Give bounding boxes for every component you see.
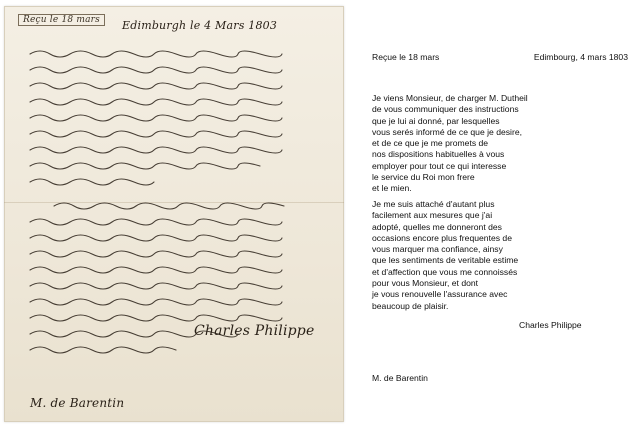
received-note: Reçue le 18 mars [372, 52, 440, 62]
manuscript-received-note: Reçu le 18 mars [18, 14, 105, 26]
handwriting-line [30, 131, 282, 137]
signature: Charles Philippe [519, 320, 582, 330]
letter-date: Edimbourg, 4 mars 1803 [533, 52, 628, 62]
handwriting-line [30, 163, 260, 169]
text-line: et d'affection que vous me connoissés [372, 266, 518, 277]
text-line: nos dispositions habituelles à vous [372, 149, 505, 160]
handwriting-line [30, 51, 282, 57]
text-line: et de ce que je me promets de [372, 138, 489, 149]
text-line: Je me suis attaché d'autant plus [372, 199, 495, 209]
handwriting-line [30, 115, 282, 121]
text-line: Je viens Monsieur, de charger M. Dutheil [372, 93, 528, 103]
manuscript-address: M. de Barentin [30, 396, 125, 410]
manuscript-signature: Charles Philippe [194, 323, 315, 339]
text-line: de vous communiquer des instructions [372, 104, 519, 115]
paragraph-2 [372, 199, 624, 312]
text-line: facilement aux mesures que j'ai [372, 210, 493, 221]
handwriting-line [30, 83, 282, 89]
text-line: je vous renouvelle l'assurance avec [372, 289, 508, 300]
text-line: adopté, quelles me donneront des [372, 221, 502, 232]
handwriting-line [30, 179, 154, 185]
handwriting-line [54, 203, 284, 209]
text-line: occasions encore plus frequentes de [372, 232, 512, 243]
text-line: beaucoup de plaisir. [372, 300, 449, 311]
handwriting-strokes [4, 6, 344, 422]
handwriting-line [30, 67, 282, 73]
transcription [356, 0, 630, 427]
handwriting-line [30, 147, 282, 153]
manuscript-date: Edimburgh le 4 Mars 1803 [122, 19, 278, 32]
handwriting-line [30, 99, 282, 105]
text-line: vous marquer ma confiance, ainsy [372, 244, 503, 255]
handwriting-line [30, 347, 176, 353]
text-line: que les sentiments de veritable estime [372, 255, 519, 266]
handwriting-line [30, 267, 282, 273]
text-line: employer pour tout ce qui interesse [372, 160, 507, 171]
handwriting-line [30, 251, 282, 257]
handwriting-line [30, 283, 282, 289]
text-line: et le mien. [372, 183, 412, 194]
text-line: pour vous Monsieur, et dont [372, 278, 479, 289]
addressee: M. de Barentin [372, 373, 428, 383]
text-line: que je lui ai donné, par lesquelles [372, 115, 500, 126]
text-line: vous serés informé de ce que je desire, [372, 126, 522, 137]
manuscript-image [4, 6, 344, 422]
handwriting-line [30, 235, 282, 241]
text-line: le service du Roi mon frere [372, 172, 475, 183]
paragraph-1 [372, 93, 624, 195]
handwriting-line [30, 299, 282, 305]
handwriting-line [30, 315, 282, 321]
handwriting-line [30, 219, 282, 225]
